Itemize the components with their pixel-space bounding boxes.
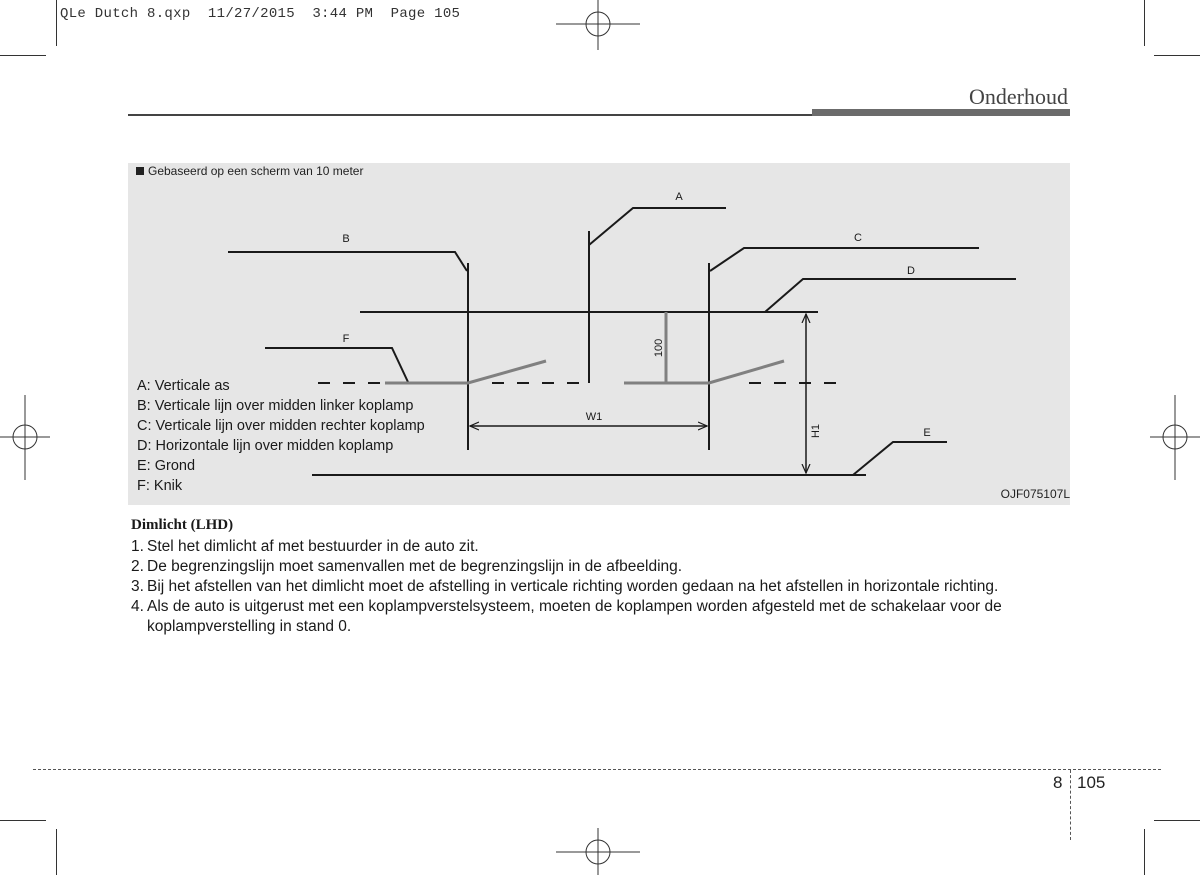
step-text: Bij het afstellen van het dimlicht moet de afstelling in verticale richting worden gedaan na het afstellen in horizontale richting.: [147, 578, 999, 595]
step-number: 1.: [131, 538, 144, 555]
registration-mark-bottom: [556, 828, 640, 875]
label-f: F: [342, 333, 350, 345]
step-number: 4.: [131, 598, 144, 615]
figure-code: OJF075107L: [1000, 487, 1070, 501]
registration-mark-right: [1150, 395, 1200, 480]
label-h1: H1: [810, 423, 822, 439]
step-text: Stel het dimlicht af met bestuurder in de auto zit.: [147, 538, 479, 555]
registration-mark-top: [556, 0, 640, 50]
section-title: Onderhoud: [969, 84, 1068, 109]
step-text: De begrenzingslijn moet samenvallen met de begrenzingslijn in de afbeelding.: [147, 558, 683, 575]
legend-item: C: Verticale lijn over midden rechter koplamp: [137, 418, 425, 434]
legend-item: F: Knik: [137, 478, 183, 494]
registration-mark-left: [0, 395, 50, 480]
step-number: 2.: [131, 558, 144, 575]
label-w1: W1: [585, 411, 603, 423]
figure-caption-text: Gebaseerd op een scherm van 10 meter: [148, 164, 364, 178]
label-d: D: [907, 265, 915, 277]
label-a: A: [675, 191, 683, 203]
print-slug: QLe Dutch 8.qxp 11/27/2015 3:44 PM Page 105: [60, 6, 461, 22]
subheading: Dimlicht (LHD): [131, 517, 234, 533]
label-dim-100: 100: [653, 338, 665, 358]
step-number: 3.: [131, 578, 144, 595]
legend-item: B: Verticale lijn over midden linker koplamp: [137, 398, 414, 414]
label-c: C: [854, 232, 862, 244]
legend-item: E: Grond: [137, 458, 196, 474]
legend-item: A: Verticale as: [137, 378, 230, 394]
chapter-number: 8: [1053, 773, 1063, 792]
page-number: 105: [1077, 773, 1106, 792]
label-e: E: [923, 427, 931, 439]
step-text: Als de auto is uitgerust met een koplampverstelsysteem, moeten de koplampen worden afgesteld met de schakelaar voor de koplampverstelling in stand 0.: [147, 598, 1002, 635]
legend-item: D: Horizontale lijn over midden koplamp: [137, 438, 394, 454]
label-b: B: [342, 233, 350, 245]
